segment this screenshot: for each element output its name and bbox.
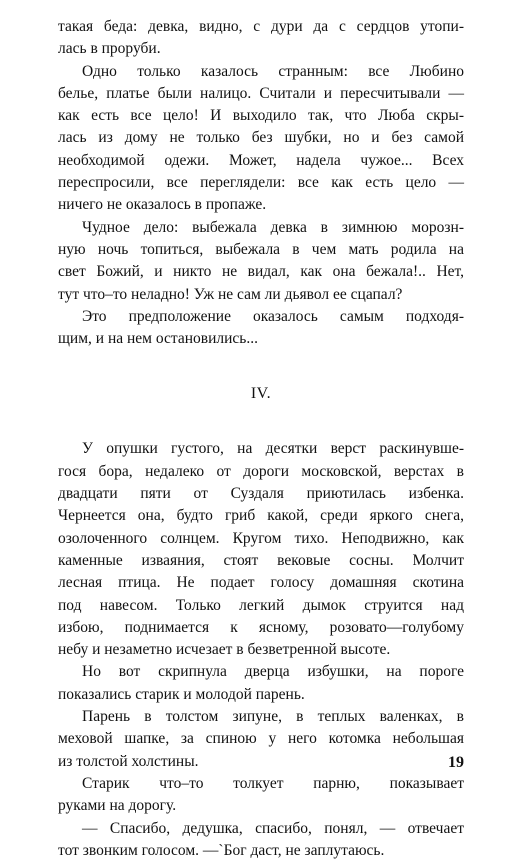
text-line: каменные изваяния, стоят вековые сосны. Молчит (58, 550, 464, 572)
paragraph (58, 438, 464, 661)
text-line: Чернеется она, будто гриб какой, среди яркого снега, (58, 505, 464, 527)
text-line: небу и незаметно исчезает в безветренной высоте. (58, 639, 464, 661)
chapter-heading: IV. (58, 385, 464, 403)
page-number: 19 (448, 754, 464, 772)
text-line: ничего не оказалось в пропаже. (58, 194, 464, 216)
text-line: под навесом. Только легкий дымок струится над (58, 595, 464, 617)
text-line: меховой шапке, за спиною у него котомка небольшая (58, 728, 464, 750)
text-line: из толстой холстины. (58, 751, 464, 773)
text-line: показались старик и молодой парень. (58, 684, 464, 706)
text-line: тот звонким голосом. —`Бог даст, не заплутаюсь. (58, 840, 464, 862)
text-line: Чудное дело: выбежала девка в зимнюю морозн- (58, 217, 464, 239)
text-line: Но вот скрипнула дверца избушки, на пороге (58, 661, 464, 683)
text-line: гося бора, недалеко от дороги московской, верстах в (58, 461, 464, 483)
text-line: — Спасибо, дедушка, спасибо, понял, — отвечает (58, 818, 464, 840)
text-line: лесная птица. Не подает голосу домашняя скотина (58, 572, 464, 594)
paragraph (58, 818, 464, 862)
spacer (58, 350, 464, 385)
book-page (58, 16, 464, 786)
paragraph (58, 61, 464, 217)
text-line: избою, поднимается к ясному, розовато—голубому (58, 617, 464, 639)
text-line: такая беда: девка, видно, с дури да с сердцов утопи- (58, 16, 464, 38)
paragraph (58, 706, 464, 773)
text-block-bottom (58, 438, 464, 862)
text-line: озолоченного солнцем. Кругом тихо. Неподвижно, как (58, 528, 464, 550)
text-line: белье, платье были налицо. Считали и пересчитывали — (58, 83, 464, 105)
text-line: У опушки густого, на десятки верст раскинувше- (58, 438, 464, 460)
text-line: свет Божий, и никто не видал, как она бежала!.. Нет, (58, 261, 464, 283)
paragraph (58, 661, 464, 706)
paragraph (58, 16, 464, 61)
text-line: лась в проруби. (58, 38, 464, 60)
text-line: ную ночь топиться, выбежала в чем мать родила на (58, 239, 464, 261)
text-line: Парень в толстом зипуне, в теплых валенках, в (58, 706, 464, 728)
text-line: двадцати пяти от Суздаля приютилась избенка. (58, 483, 464, 505)
paragraph (58, 306, 464, 351)
text-line: Старик что–то толкует парню, показывает (58, 773, 464, 795)
text-line: Это предположение оказалось самым подходя- (58, 306, 464, 328)
text-block-top (58, 16, 464, 350)
text-line: переспросили, все переглядели: все как есть цело — (58, 172, 464, 194)
text-line: необходимой одежи. Может, надела чужое... Всех (58, 150, 464, 172)
text-line: как есть все цело! И выходило так, что Люба скры- (58, 105, 464, 127)
spacer (58, 403, 464, 438)
text-line: тут что–то неладно! Уж не сам ли дьявол ее сцапал? (58, 284, 464, 306)
text-line: щим, и на нем остановились... (58, 328, 464, 350)
text-line: лась из дому не только без шубки, но и без самой (58, 127, 464, 149)
text-line: Одно только казалось странным: все Любино (58, 61, 464, 83)
paragraph (58, 773, 464, 818)
paragraph (58, 217, 464, 306)
text-line: руками на дорогу. (58, 795, 464, 817)
